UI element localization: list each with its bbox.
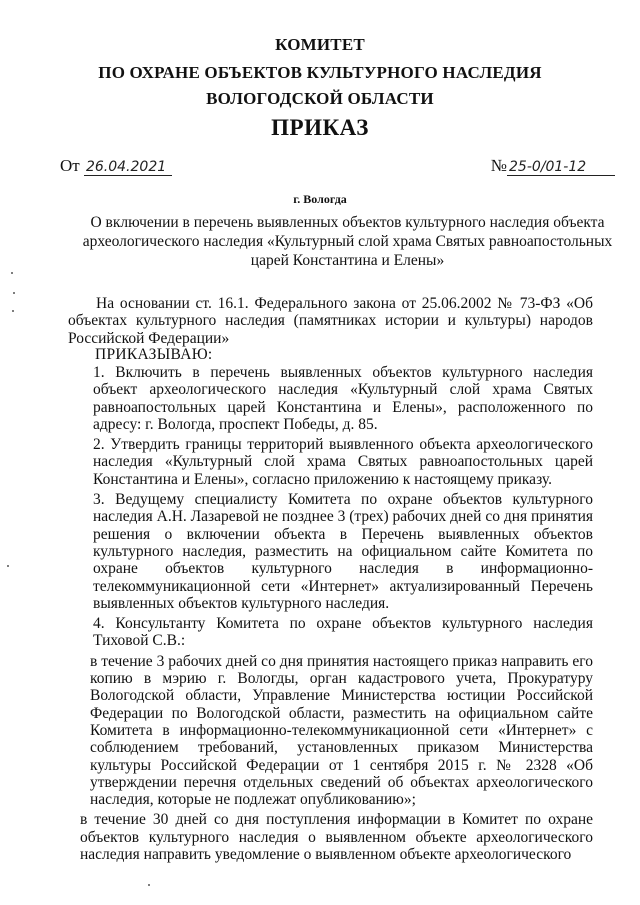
committee-region: ВОЛОГОДСКОЙ ОБЛАСТИ bbox=[206, 89, 434, 108]
preamble-text: На основании ст. 16.1. Федерального закона от 25.06.2002 № 73-ФЗ «Об объектах культурного наследия (памятниках истории и культуры) народов Российской Федерации» bbox=[68, 295, 593, 347]
margin-speck bbox=[13, 292, 15, 294]
handwritten-date: 26.04.2021 bbox=[84, 159, 172, 176]
order-items-list bbox=[68, 364, 593, 866]
committee-title: КОМИТЕТ bbox=[275, 35, 365, 54]
order-item-1: 1. Включить в перечень выявленных объектов культурного наследия объект археологического наследия «Культурный слой храма Святых равноапостольных царей Константина и Елены», расположенного по адресу: г. Вологда, проспект Победы, д. 85. bbox=[93, 364, 593, 433]
margin-speck bbox=[12, 310, 14, 312]
preamble-paragraph bbox=[68, 295, 593, 347]
order-item-4-sub-a: в течение 3 рабочих дней со дня принятия настоящего приказ направить его копию в мэрию г. Вологды, орган кадастрового учета, Прокуратуру Вологодской области, Управление Министерства юстиции Российской Федерации по Вологодской области, разместить на официальном сайте Комитета в информационно-телекоммуникационной сети «Интернет» с соблюдением требований, установленных приказом Министерства культуры Российской Федерации от 1 сентября 2015 г. № 2328 «Об утверждении перечня отдельных сведений об объектах археологического наследия, которые не подлежат опубликованию»; bbox=[90, 652, 593, 809]
order-item-4: 4. Консультанту Комитета по охране объектов культурного наследия Тиховой С.В.: bbox=[93, 615, 593, 650]
order-item-4-sub-b: в течение 30 дней со дня поступления информации в Комитет по охране объектов культурного наследия о выявленном объекте археологического наследия направить уведомление о выявленном объекте археологического bbox=[80, 811, 593, 864]
city-label: г. Вологда bbox=[293, 192, 347, 206]
order-word: ПРИКАЗЫВАЮ: bbox=[95, 346, 213, 363]
margin-speck bbox=[11, 272, 13, 274]
committee-subtitle: ПО ОХРАНЕ ОБЪЕКТОВ КУЛЬТУРНОГО НАСЛЕДИЯ bbox=[98, 63, 542, 82]
date-prefix: От bbox=[60, 156, 80, 175]
number-field bbox=[491, 156, 615, 176]
order-item-3: 3. Ведущему специалисту Комитета по охране объектов культурного наследия А.Н. Лазаревой не позднее 3 (трех) рабочих дней со дня принятия решения о включении объекта в Перечень выявленных объектов культурного наследия, разместить на официальном сайте Комитета по охране объектов культурного наследия в информационно-телекоммуникационной сети «Интернет» актуализированный Перечень выявленных объектов культурного наследия. bbox=[93, 491, 593, 612]
number-prefix: № bbox=[490, 156, 507, 175]
margin-speck bbox=[148, 884, 150, 886]
document-subject: О включении в перечень выявленных объектов культурного наследия объекта археологического наследия «Культурный слой храма Святых равноапостольных царей Константина и Елены» bbox=[82, 214, 613, 269]
handwritten-number: 25-0/01-12 bbox=[507, 159, 615, 176]
date-field bbox=[60, 156, 172, 176]
document-type-title: ПРИКАЗ bbox=[271, 115, 369, 140]
margin-speck bbox=[7, 565, 9, 567]
order-item-2: 2. Утвердить границы территорий выявленного объекта археологического наследия «Культурный слой храма Святых равноапостольных царей Константина и Елены», согласно приложению к настоящему приказу. bbox=[93, 436, 593, 488]
